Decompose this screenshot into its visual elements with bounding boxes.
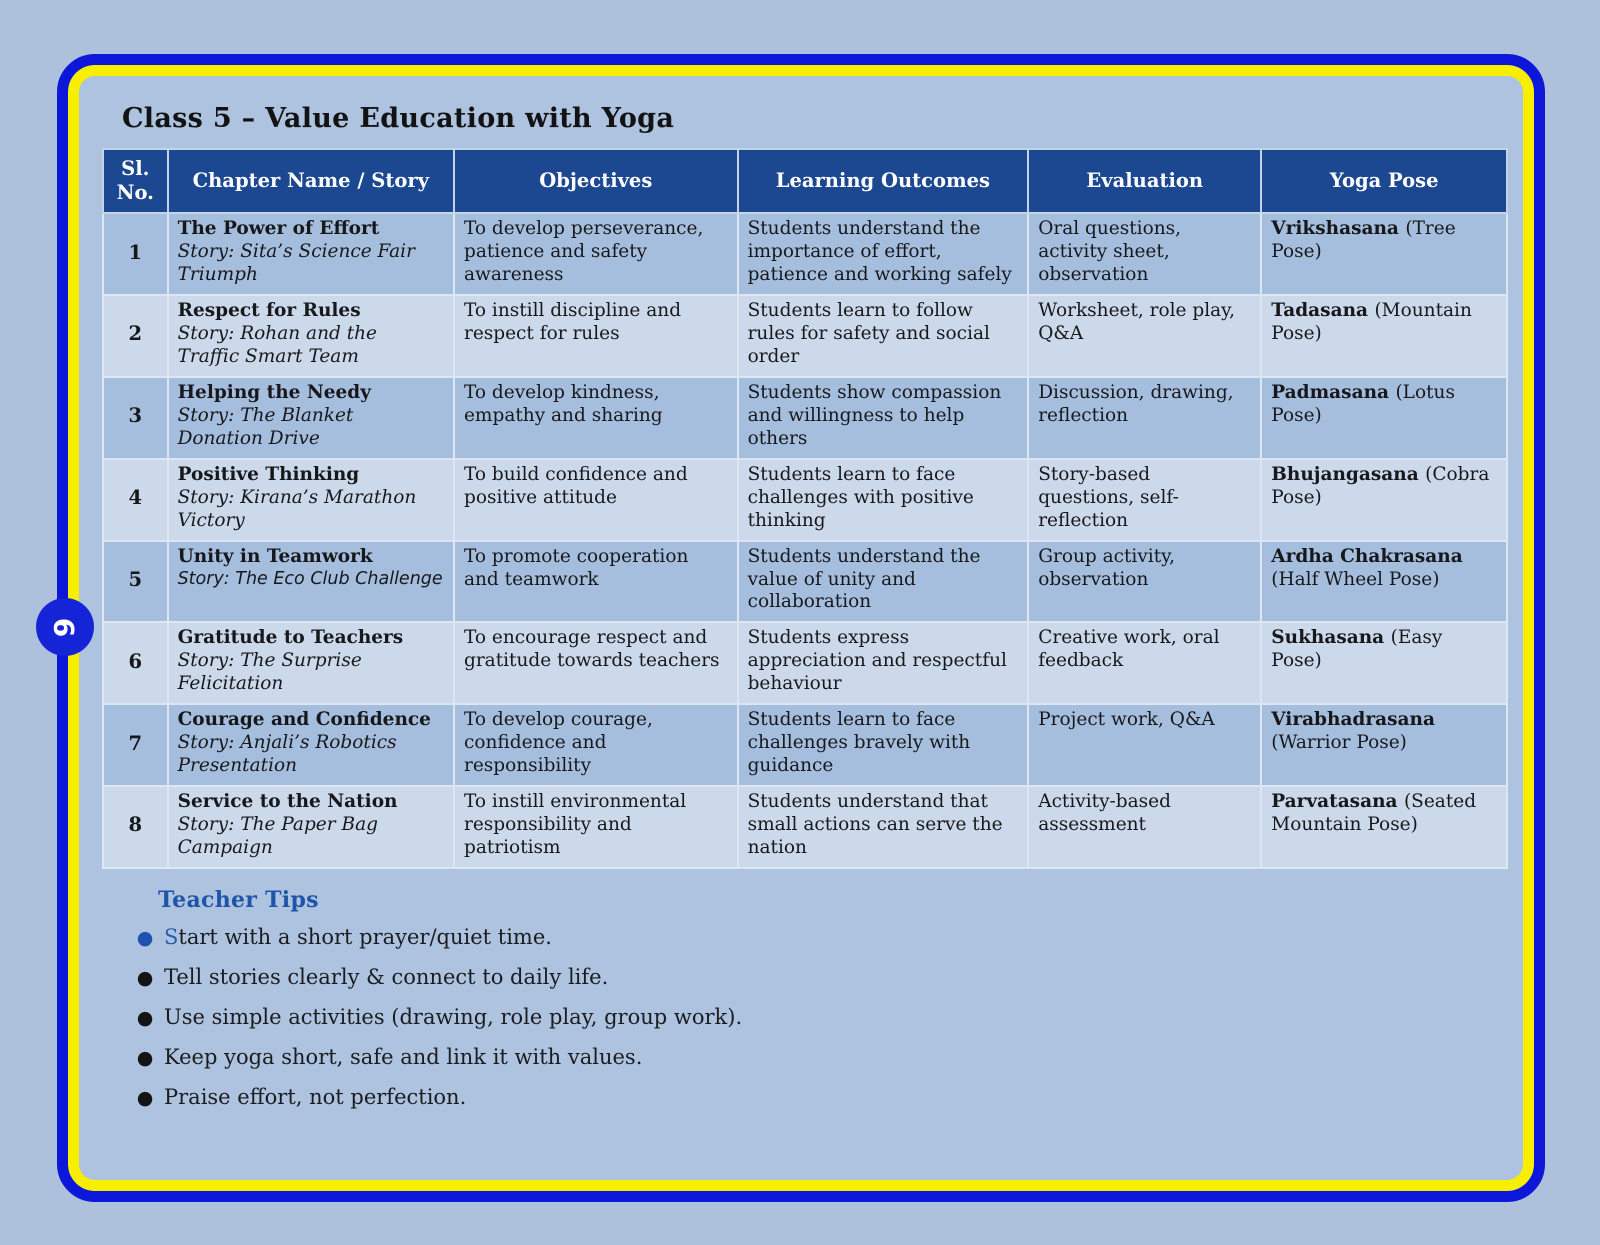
pose-name: Bhujangasana (1271, 463, 1426, 485)
cell-objective: To develop perseverance, patience and safety awareness (454, 213, 738, 295)
teacher-tip-text: Tell stories clearly & connect to daily life. (164, 964, 609, 989)
lesson-plan-table (102, 148, 1508, 869)
chapter-title: Service to the Nation (177, 791, 398, 813)
teacher-tips-heading: Teacher Tips (158, 886, 319, 913)
table-row (103, 295, 1507, 377)
table-row (103, 704, 1507, 786)
cell-evaluation: Oral questions, activity sheet, observation (1028, 213, 1261, 295)
teacher-tips-section (126, 887, 1500, 1109)
teacher-tip-item (126, 925, 1500, 949)
cell-chapter-story (168, 786, 454, 868)
pose-name: Parvatasana (1271, 791, 1404, 813)
table-row (103, 541, 1507, 623)
cell-evaluation: Activity-based assessment (1028, 786, 1261, 868)
story-title: Story: Rohan and the Traffic Smart Team (177, 323, 378, 368)
page-title: Class 5 – Value Education with Yoga (122, 103, 675, 134)
cell-yoga-pose (1261, 786, 1507, 868)
teacher-tip-text: Praise effort, not perfection. (164, 1084, 467, 1109)
story-title: Story: Kirana’s Marathon Victory (177, 486, 417, 531)
chapter-title: Unity in Teamwork (177, 545, 373, 567)
cell-serial-number: 2 (103, 295, 168, 377)
pose-name: Tadasana (1271, 300, 1375, 322)
cell-yoga-pose (1261, 213, 1507, 295)
col-header-learning-outcomes: Learning Outcomes (738, 149, 1029, 213)
cell-evaluation: Worksheet, role play, Q&A (1028, 295, 1261, 377)
teacher-tip-text: Start with a short prayer/quiet time. (164, 924, 552, 949)
cell-objective: To develop kindness, empathy and sharing (454, 377, 738, 459)
pose-english-name: (Seated Mountain Pose) (1271, 791, 1477, 835)
cell-serial-number: 6 (103, 622, 168, 704)
cell-yoga-pose (1261, 704, 1507, 786)
story-title: Story: The Eco Club Challenge (177, 568, 443, 589)
bullet-icon: ● (136, 1086, 154, 1109)
story-title: Story: The Surprise Felicitation (177, 650, 362, 695)
teacher-tip-item (126, 1085, 1500, 1109)
pose-name: Padmasana (1271, 381, 1396, 403)
pose-english-name: (Cobra Pose) (1271, 463, 1490, 508)
chapter-title: Courage and Confidence (177, 709, 431, 731)
cell-serial-number: 4 (103, 459, 168, 541)
story-title: Story: Anjali’s Robotics Presentation (177, 732, 397, 777)
table-header-row (103, 149, 1507, 213)
cell-evaluation: Group activity, observation (1028, 541, 1261, 623)
pose-english-name: (Tree Pose) (1271, 218, 1456, 263)
cell-serial-number: 7 (103, 704, 168, 786)
chapter-title: Positive Thinking (177, 463, 360, 485)
cell-objective: To instill environmental responsibility and patriotism (454, 786, 738, 868)
story-title: Story: The Paper Bag Campaign (177, 813, 378, 858)
teacher-tip-item (126, 1045, 1500, 1069)
story-title: Story: Sita’s Science Fair Triumph (177, 241, 415, 286)
pose-english-name: (Mountain Pose) (1271, 300, 1472, 345)
cell-objective: To encourage respect and gratitude towards teachers (454, 622, 738, 704)
chapter-title: Respect for Rules (177, 300, 361, 322)
col-header-chapter: Chapter Name / Story (168, 149, 454, 213)
cell-chapter-story (168, 541, 454, 623)
table-row (103, 377, 1507, 459)
col-header-sl-no: Sl. No. (103, 149, 168, 213)
pose-english-name: (Easy Pose) (1271, 627, 1443, 672)
bordered-page-panel (57, 54, 1545, 1202)
bullet-icon: ● (136, 1006, 154, 1029)
bullet-icon: ● (136, 966, 154, 989)
cell-learning-outcome: Students understand the importance of effort, patience and working safely (738, 213, 1029, 295)
cell-serial-number: 1 (103, 213, 168, 295)
cell-learning-outcome: Students understand the value of unity and collaboration (738, 541, 1029, 623)
table-row (103, 622, 1507, 704)
pose-english-name: (Lotus Pose) (1271, 381, 1455, 426)
cell-chapter-story (168, 213, 454, 295)
col-header-evaluation: Evaluation (1028, 149, 1261, 213)
cell-objective: To build confidence and positive attitude (454, 459, 738, 541)
cell-yoga-pose (1261, 541, 1507, 623)
cell-yoga-pose (1261, 459, 1507, 541)
cell-evaluation: Story-based questions, self-reflection (1028, 459, 1261, 541)
pose-name: Ardha Chakrasana (1271, 545, 1463, 567)
cell-objective: To develop courage, confidence and responsibility (454, 704, 738, 786)
cell-learning-outcome: Students learn to face challenges with positive thinking (738, 459, 1029, 541)
teacher-tip-text: Keep yoga short, safe and link it with values. (164, 1044, 643, 1069)
chapter-title: The Power of Effort (177, 218, 380, 240)
cell-learning-outcome: Students learn to face challenges bravely with guidance (738, 704, 1029, 786)
pose-name: Virabhadrasana (1271, 709, 1435, 731)
cell-objective: To promote cooperation and teamwork (454, 541, 738, 623)
cell-learning-outcome: Students understand that small actions can serve the nation (738, 786, 1029, 868)
bullet-icon: ● (136, 926, 154, 949)
teacher-tip-text: Use simple activities (drawing, role play, group work). (164, 1004, 743, 1029)
cell-serial-number: 5 (103, 541, 168, 623)
cell-yoga-pose (1261, 377, 1507, 459)
table-row (103, 459, 1507, 541)
pose-english-name: (Half Wheel Pose) (1271, 568, 1440, 590)
cell-serial-number: 8 (103, 786, 168, 868)
cell-yoga-pose (1261, 295, 1507, 377)
cell-chapter-story (168, 622, 454, 704)
table-row (103, 213, 1507, 295)
cell-objective: To instill discipline and respect for rules (454, 295, 738, 377)
teacher-tip-item (126, 1005, 1500, 1029)
teacher-tips-list (126, 925, 1500, 1109)
pose-name: Vrikshasana (1271, 218, 1406, 240)
col-header-objectives: Objectives (454, 149, 738, 213)
cell-evaluation: Creative work, oral feedback (1028, 622, 1261, 704)
cell-learning-outcome: Students show compassion and willingness to help others (738, 377, 1029, 459)
cell-serial-number: 3 (103, 377, 168, 459)
cell-chapter-story (168, 704, 454, 786)
cell-learning-outcome: Students learn to follow rules for safety and social order (738, 295, 1029, 377)
bullet-icon: ● (136, 1046, 154, 1069)
pose-english-name: (Warrior Pose) (1271, 732, 1407, 754)
story-title: Story: The Blanket Donation Drive (177, 404, 354, 449)
page-number: 9 (48, 617, 82, 637)
table-row (103, 786, 1507, 868)
col-header-yoga-pose: Yoga Pose (1261, 149, 1507, 213)
cell-learning-outcome: Students express appreciation and respectful behaviour (738, 622, 1029, 704)
cell-evaluation: Project work, Q&A (1028, 704, 1261, 786)
cell-yoga-pose (1261, 622, 1507, 704)
page-number-badge (36, 598, 94, 656)
cell-chapter-story (168, 295, 454, 377)
teacher-tip-item (126, 965, 1500, 989)
cell-chapter-story (168, 459, 454, 541)
cell-chapter-story (168, 377, 454, 459)
chapter-title: Gratitude to Teachers (177, 627, 404, 649)
chapter-title: Helping the Needy (177, 381, 371, 403)
cell-evaluation: Discussion, drawing, reflection (1028, 377, 1261, 459)
table-body (103, 213, 1507, 868)
pose-name: Sukhasana (1271, 627, 1391, 649)
